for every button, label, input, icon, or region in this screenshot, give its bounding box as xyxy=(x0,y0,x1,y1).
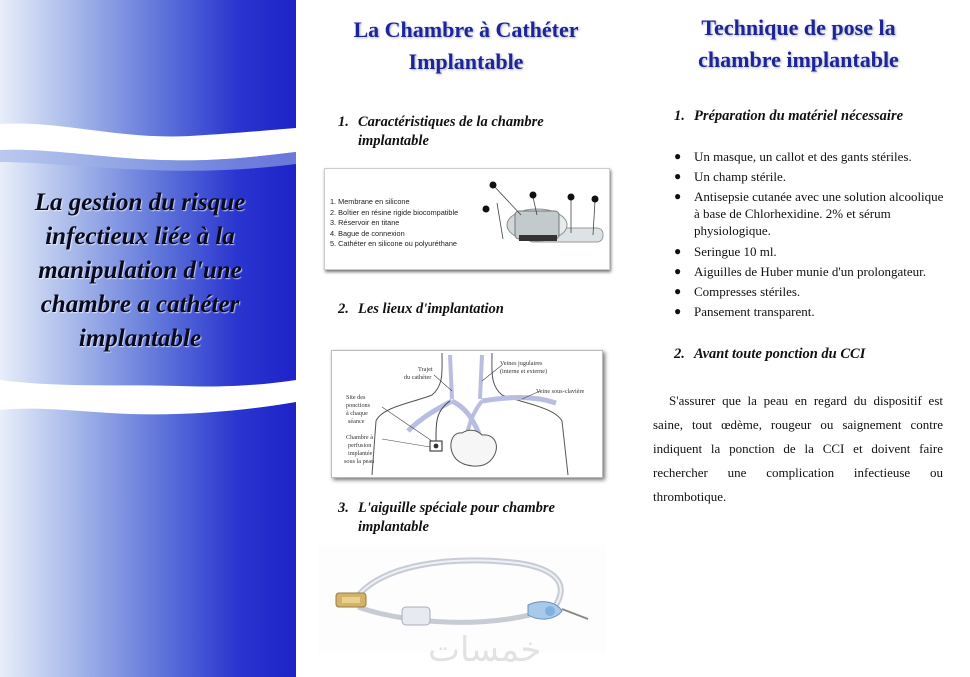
decorative-wave-bottom xyxy=(0,380,296,430)
list-item-text: Un champ stérile. xyxy=(694,169,787,185)
label-trajet: Trajet xyxy=(418,366,433,373)
middle-title-line1: La Chambre à Cathéter xyxy=(353,17,579,42)
label-du-catheter: du cathéter xyxy=(404,374,432,381)
list-item-text: Aiguilles de Huber munie d'un prolongateur. xyxy=(694,263,926,279)
section-implantation-sites xyxy=(338,300,608,319)
label-veine-sous-claviere: Veine sous-clavière xyxy=(536,388,585,395)
list-item xyxy=(674,283,949,300)
section-heading: L'aiguille spéciale pour chambre implantable xyxy=(358,500,555,535)
legend-item: 2. Boîtier en résine rigide biocompatible xyxy=(330,207,459,217)
brochure-title: La gestion du risque infectieux liée à la manipulation d'une chambre a cathéter implantable xyxy=(34,189,246,352)
label-site: à chaque xyxy=(346,410,368,417)
label-site: Site des xyxy=(346,394,366,401)
label-site: ponctions xyxy=(346,402,371,409)
list-item-text: Seringue 10 ml. xyxy=(694,243,777,259)
bullet: ● xyxy=(674,263,682,278)
list-item-text: Antisepsie cutanée avec une solution alcoolique à base de Chlorhexidine. 2% et sérum physiologique. xyxy=(694,189,944,239)
legend-item: 1. Membrane en silicone xyxy=(330,197,410,206)
bullet: ● xyxy=(674,283,682,298)
bullet: ● xyxy=(674,149,682,163)
list-item-text: Pansement transparent. xyxy=(694,304,815,320)
right-title-line2: chambre implantable xyxy=(698,47,899,72)
middle-title xyxy=(326,14,606,78)
legend-item: 4. Bague de connexion xyxy=(330,228,405,238)
bullet: ● xyxy=(674,169,682,184)
bullet: ● xyxy=(674,189,682,204)
section-characteristics xyxy=(338,113,608,151)
section-before-puncture xyxy=(674,345,954,364)
section-heading: Caractéristiques de la chambre implantable xyxy=(358,114,544,149)
list-item-text: Un masque, un callot et des gants stériles. xyxy=(694,149,912,164)
list-item xyxy=(674,188,949,239)
section-number: 1. xyxy=(674,108,685,124)
puncture-instructions: S'assurer que la peau en regard du dispositif est saine, tout œdème, rougeur ou saignement contre indiquent la ponction de la CCI et doivent faire rechercher une complication infectieuse ou thrombotique. xyxy=(653,393,943,504)
section-number: 2. xyxy=(338,301,349,317)
label-chambre: Chambre à xyxy=(346,434,373,441)
watermark: خمسات xyxy=(428,630,542,670)
chamber-legend xyxy=(330,197,458,250)
right-title-line1: Technique de pose la xyxy=(701,15,896,40)
decorative-wave-top xyxy=(0,118,296,172)
section-material-preparation xyxy=(674,107,954,126)
section-number: 2. xyxy=(674,346,685,362)
list-item xyxy=(674,148,949,165)
label-chambre: perfusion xyxy=(348,442,372,449)
materials-list xyxy=(674,148,949,323)
implantation-illustration xyxy=(332,351,600,475)
label-site: séance xyxy=(348,418,365,425)
legend-item: 5. Cathéter en silicone ou polyuréthane xyxy=(330,239,457,248)
list-item xyxy=(674,263,949,280)
label-chambre: implantée xyxy=(348,450,373,457)
section-number: 3. xyxy=(338,500,349,516)
legend-item: 3. Réservoir en titane xyxy=(330,218,400,227)
list-item xyxy=(674,243,949,260)
label-interne-externe: (interne et externe) xyxy=(500,368,548,375)
chamber-device-illustration xyxy=(475,173,607,265)
implantation-diagram-figure xyxy=(331,350,603,478)
section-number: 1. xyxy=(338,114,349,130)
cover-panel xyxy=(0,0,296,677)
bullet: ● xyxy=(674,304,682,319)
section-heading: Les lieux d'implantation xyxy=(358,301,504,317)
bullet: ● xyxy=(674,243,682,258)
list-item xyxy=(674,168,949,185)
label-veines-jugulaires: Veines jugulaires xyxy=(500,360,543,367)
label-chambre: sous la peau xyxy=(344,458,375,465)
list-item xyxy=(674,303,949,320)
section-heading: Avant toute ponction du CCI xyxy=(694,346,866,362)
list-item-text: Compresses stériles. xyxy=(694,283,801,299)
right-title xyxy=(656,12,941,76)
chamber-diagram-figure xyxy=(324,168,610,270)
section-heading: Préparation du matériel nécessaire xyxy=(694,108,904,124)
middle-title-line2: Implantable xyxy=(408,49,524,74)
section-huber-needle xyxy=(338,499,608,537)
